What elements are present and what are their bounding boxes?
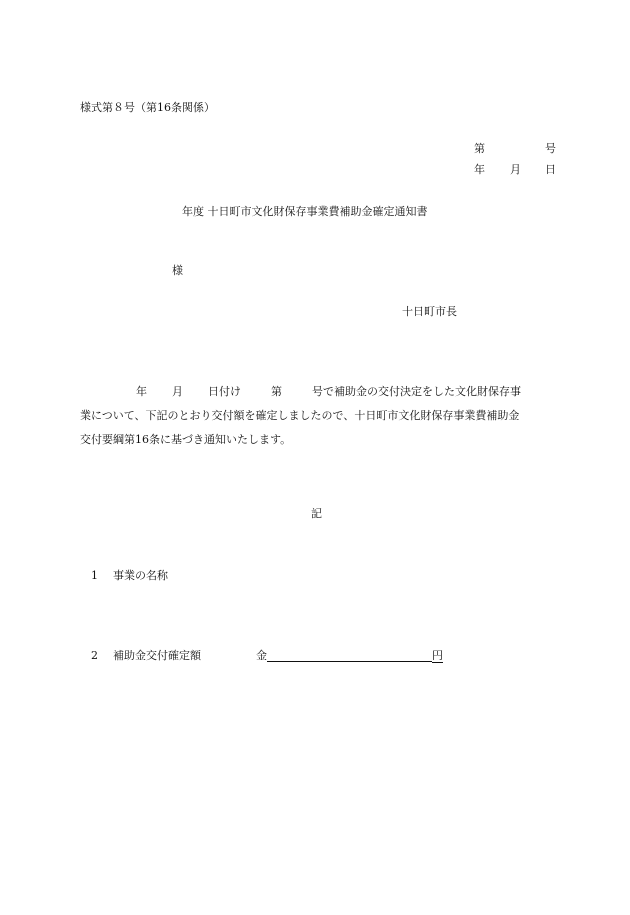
body-month: 月 [172,385,183,398]
body-paragraph [80,386,560,458]
amount-suffix: 円 [432,649,443,662]
amount-blank-line [267,650,432,662]
ki-heading: 記 [311,507,322,520]
body-date-label: 日付け [208,385,241,398]
body-dai: 第 [271,385,282,398]
item-1-number: 1 [91,569,98,582]
body-year: 年 [136,385,147,398]
body-line-2: 業について、下記のとおり交付額を確定しましたので、十日町市文化財保存事業費補助金 [80,409,520,422]
amount-field [256,650,443,662]
date-month: 月 [510,163,521,176]
recipient-suffix: 様 [172,264,183,277]
item-2-label: 補助金交付確定額 [113,649,201,662]
document-title: 年度 十日町市文化財保存事業費補助金確定通知書 [182,205,428,218]
body-line1-rest: 号で補助金の交付決定をした文化財保存事 [312,385,521,398]
body-line-1 [80,386,560,410]
form-number: 様式第８号（第16条関係） [80,101,215,114]
issuer: 十日町市長 [402,305,457,318]
amount-prefix: 金 [256,649,267,662]
date-day: 日 [545,163,556,176]
date-year: 年 [474,163,485,176]
item-2-number: 2 [91,649,98,662]
doc-number-dai: 第 [474,142,485,155]
item-1-label: 事業の名称 [113,569,168,582]
body-line-3: 交付要綱第16条に基づき通知いたします。 [80,433,292,446]
doc-number-go: 号 [545,142,556,155]
